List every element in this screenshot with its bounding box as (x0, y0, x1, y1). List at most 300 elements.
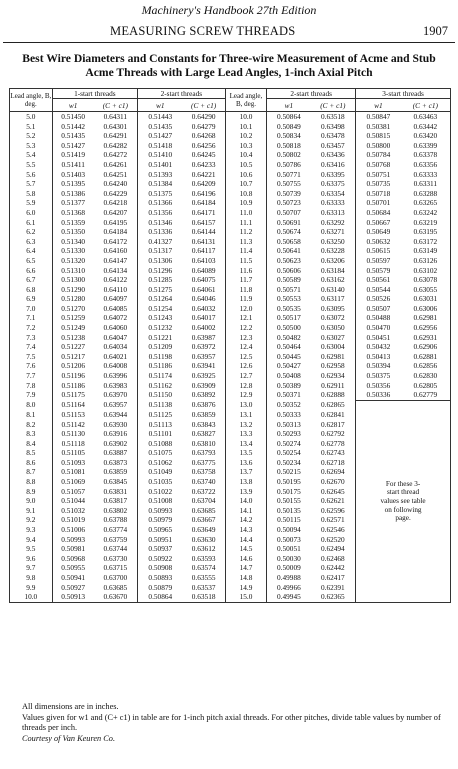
start2-w1-cell: 0.50482 (267, 333, 311, 343)
start2-c-cell: 0.63457 (320, 140, 345, 150)
start2-c-cell: 0.63271 (320, 227, 345, 237)
start2-w1-cell: 0.50802 (267, 150, 311, 160)
start3-c-cell: 0.63311 (413, 179, 438, 189)
start3-c-cell: 0.63055 (413, 284, 438, 294)
start1-w1-cell: 0.50913 (52, 592, 93, 602)
start1-w1-cell: 0.51403 (52, 170, 93, 180)
start3-c-cell: 0.63265 (413, 198, 438, 208)
lead-angle-cell: 7.8 (26, 380, 36, 390)
start2-w1-cell: 0.51285 (138, 275, 183, 285)
start1-w1-cell: 0.51368 (52, 208, 93, 218)
lead-angle-cell: 9.5 (26, 544, 36, 554)
start2-c-cell: 0.64184 (191, 198, 216, 208)
start2-c-cell: 0.63892 (191, 390, 216, 400)
start2-header: 2-start threads (138, 89, 226, 99)
start2-w1-cell: 0.50293 (267, 429, 311, 439)
start3-w1-cell: 0.50751 (356, 170, 401, 180)
start3-w1-cell: 0.50701 (356, 198, 401, 208)
start2-c-cell: 0.63354 (320, 188, 345, 198)
lead-angle-cell: 8.1 (26, 409, 36, 419)
start3-w1-cell: 0.50356 (356, 381, 401, 391)
start2-c-cell: 0.63941 (191, 361, 216, 371)
start1-c-cell: 0.63831 (103, 486, 128, 496)
table-row (10, 266, 451, 276)
lead-angle-cell: 14.3 (225, 525, 266, 535)
start2-w1-cell: 0.51162 (138, 381, 183, 391)
lead-angle-cell: 10.8 (225, 189, 266, 199)
start2-w1-cell: 0.51035 (138, 477, 183, 487)
start1-w1-cell: 0.51419 (52, 150, 93, 160)
start3-w1-cell: 0.50451 (356, 333, 401, 343)
start1-w1-cell: 0.51238 (52, 333, 93, 343)
table-row (10, 275, 451, 285)
table-row (10, 361, 451, 371)
start1-c-cell: 0.63685 (103, 582, 128, 592)
start1-c-cell: 0.64311 (103, 112, 128, 121)
start1-w1-cell: 0.51057 (52, 487, 93, 497)
lead-angle-cell: 9.2 (26, 515, 36, 525)
start2-c-cell: 0.63292 (320, 217, 345, 227)
table-row (10, 141, 451, 151)
start2-w1-cell: 0.51356 (138, 208, 183, 218)
start2-w1-cell: 0.50254 (267, 448, 311, 458)
start2-c-cell: 0.63722 (191, 486, 216, 496)
start1-w1-cell: 0.51411 (52, 160, 93, 170)
table-row (10, 333, 451, 343)
start1-c-cell: 0.63715 (103, 563, 128, 573)
lead-angle-cell: 11.8 (225, 285, 266, 295)
start2-c-cell: 0.63957 (191, 351, 216, 361)
start2-w1-cell: 0.51113 (138, 420, 183, 430)
table-row (10, 160, 451, 170)
table-row (10, 122, 451, 132)
start1-w1-cell: 0.51249 (52, 323, 93, 333)
start2-w1-cell: 0.50937 (138, 544, 183, 554)
courtesy-note: Courtesy of Van Keuren Co. (22, 733, 116, 743)
start2-c-cell: 0.63375 (320, 179, 345, 189)
start2-c-cell: 0.64144 (191, 227, 216, 237)
start3-c-cell: 0.62906 (413, 342, 438, 352)
lead-angle-cell: 15.0 (225, 592, 266, 602)
lead-angle-cell: 6.2 (26, 227, 36, 237)
start2-w1-cell: 0.51209 (138, 342, 183, 352)
lead-angle-cell: 12.8 (225, 381, 266, 391)
start2-w1-cell: 0.51443 (138, 112, 183, 122)
start2-c-cell: 0.63630 (191, 534, 216, 544)
start1-c-cell: 0.63983 (103, 380, 128, 390)
start1-c-cell: 0.64060 (103, 323, 128, 333)
start1-c-cell: 0.64085 (103, 303, 128, 313)
lead-angle-cell: 6.1 (26, 217, 36, 227)
start2-w1-cell: 0.51243 (138, 313, 183, 323)
lead-angle-cell: 10.6 (225, 170, 266, 180)
start2-w1-cell: 0.51186 (138, 361, 183, 371)
start2-w1-cell: 0.50864 (267, 112, 311, 122)
start2-c-cell: 0.63436 (320, 150, 345, 160)
start2-w1-cell: 0.50674 (267, 227, 311, 237)
start2-c-cell: 0.63775 (191, 457, 216, 467)
table-title-line-1: Best Wire Diameters and Constants for Three-wire Measurement of Acme and Stub (22, 52, 436, 65)
start1-c-cell: 0.64261 (103, 159, 128, 169)
start1-w1-cell: 0.51196 (52, 371, 93, 381)
table-row (10, 189, 451, 199)
start2-w1-cell: 0.51317 (138, 246, 183, 256)
note-text: For these 3-start thread values see table on following page. (380, 479, 426, 523)
footnote-units: All dimensions are in inches. (22, 702, 119, 711)
start1-w1-cell: 0.51130 (52, 429, 93, 439)
start2-w1-cell: 0.51075 (138, 448, 183, 458)
start3-w1-cell: 0.50768 (356, 160, 401, 170)
start2-c-cell: 0.62520 (320, 534, 345, 544)
start2-c-cell: 0.63184 (320, 265, 345, 275)
start2-w1-cell: 0.50115 (267, 515, 311, 525)
start1-c-cell: 0.64172 (103, 236, 128, 246)
start2-w1-cell: 0.50658 (267, 237, 311, 247)
lead-angle-cell: 12.7 (225, 371, 266, 381)
start1-c-cell: 0.63700 (103, 573, 128, 582)
page-number: 1907 (423, 24, 448, 38)
section-title: MEASURING SCREW THREADS (110, 24, 296, 38)
start3-w1-cell: 0.50561 (356, 275, 401, 285)
start2-w1-cell: 0.51418 (138, 141, 183, 151)
start3-w1-cell: 0.50684 (356, 208, 401, 218)
start2-w1-cell: 0.50445 (267, 352, 311, 362)
start2-c-cell: 0.63972 (191, 342, 216, 352)
lead-angle-cell: 8.9 (26, 486, 36, 496)
lead-angle-cell: 5.9 (26, 198, 36, 208)
start2-c-cell: 0.63555 (191, 573, 216, 582)
start2-w1-cell: 0.50893 (138, 573, 183, 583)
lead-angle-cell: 10.2 (225, 131, 266, 141)
w1-header: w1 (52, 99, 93, 112)
start2-c-cell: 0.63843 (191, 419, 216, 429)
start2-w1-cell: 0.50464 (267, 342, 311, 352)
start2-w1-cell: 0.50517 (267, 313, 311, 323)
start1-c-cell: 0.63887 (103, 448, 128, 458)
start2-c-cell: 0.64017 (191, 313, 216, 323)
lead-angle-cell: 13.7 (225, 467, 266, 477)
start2-c-cell: 0.62365 (320, 592, 345, 602)
start2-w1-cell: 0.51125 (138, 410, 183, 420)
start2-c-cell: 0.63050 (320, 323, 345, 333)
lead-angle-cell: 6.6 (26, 265, 36, 275)
start1-c-cell: 0.63916 (103, 429, 128, 439)
lead-angle-cell: 11.0 (225, 208, 266, 218)
start2-c-cell: 0.63117 (321, 294, 345, 304)
start1-w1-cell: 0.51006 (52, 525, 93, 535)
start3-c-cell: 0.63442 (413, 121, 438, 131)
lead-angle-cell: 6.7 (26, 275, 36, 285)
start2-w1-cell: 0.51198 (138, 352, 183, 362)
start2-c-cell: 0.63827 (191, 429, 216, 439)
start2-c-cell: 0.63793 (191, 448, 216, 458)
start3-c-cell: 0.63420 (413, 131, 438, 141)
start3-w1-cell: 0.50718 (356, 189, 401, 199)
start2-w1-cell: 0.50535 (267, 304, 311, 314)
start2-w1-cell: 0.50641 (267, 246, 311, 256)
start2-w1-cell: 0.51427 (138, 131, 183, 141)
footnotes (22, 702, 452, 744)
start3-w1-cell: 0.50735 (356, 179, 401, 189)
table-title (6, 52, 452, 80)
lead-angle-cell: 5.0 (26, 112, 36, 121)
start1-c-cell: 0.64134 (103, 265, 128, 275)
start2-w1-cell: 0.51174 (138, 371, 183, 381)
lead-angle-cell: 7.2 (26, 323, 36, 333)
start1-c-cell: 0.64282 (103, 140, 128, 150)
start2-c-cell: 0.62417 (320, 573, 345, 582)
lead-angle-cell: 12.0 (225, 304, 266, 314)
start1-w1-cell: 0.51142 (52, 420, 93, 430)
start2-w1-cell: 0.50993 (138, 506, 183, 516)
start2-w1-cell: 0.50427 (267, 361, 311, 371)
start2-c-cell: 0.63333 (320, 198, 345, 208)
table-row (10, 150, 451, 160)
start2-c-cell: 0.62546 (320, 525, 345, 535)
start2-w1-cell: 0.51393 (138, 170, 183, 180)
start2-c-cell: 0.62792 (320, 429, 345, 439)
lead-angle-cell: 6.0 (26, 207, 36, 217)
start2-c-cell: 0.63498 (320, 121, 345, 131)
lead-angle-cell: 5.3 (26, 140, 36, 150)
start2-w1-cell: 0.50908 (138, 563, 183, 573)
start1-c-cell: 0.63802 (103, 505, 128, 515)
start2-w1-cell: 0.51401 (138, 160, 183, 170)
table-row (10, 285, 451, 295)
start3-c-cell: 0.63031 (413, 294, 438, 304)
start2-w1-cell: 0.50571 (267, 285, 311, 295)
start2-c-cell: 0.64196 (191, 188, 216, 198)
start1-w1-cell: 0.51227 (52, 342, 93, 352)
start2-w1-cell: 0.51150 (138, 390, 183, 400)
start2-c-cell: 0.64032 (191, 303, 216, 313)
start1-c-cell: 0.63873 (103, 457, 128, 467)
start2-c-cell: 0.63395 (320, 169, 345, 179)
start2-c-cell: 0.64268 (191, 131, 216, 141)
start2-c-cell: 0.64131 (191, 236, 216, 246)
start2-c-cell: 0.62391 (320, 582, 345, 592)
table-row (10, 304, 451, 314)
lead-angle-cell: 13.4 (225, 439, 266, 449)
start2-c-cell: 0.63478 (320, 131, 345, 141)
start2-c-cell: 0.63095 (320, 303, 345, 313)
start1-w1-cell: 0.51175 (52, 390, 93, 400)
start1-w1-cell: 0.51359 (52, 218, 93, 228)
start1-w1-cell: 0.51320 (52, 256, 93, 266)
lead-angle-cell: 7.6 (26, 361, 36, 371)
start1-c-cell: 0.63845 (103, 477, 128, 487)
table-row (10, 198, 451, 208)
lead-angle-cell: 14.5 (225, 544, 266, 554)
lead-angle-cell: 10.0 (225, 112, 266, 122)
start3-w1-cell: 0.50526 (356, 294, 401, 304)
start1-w1-cell: 0.51164 (52, 400, 93, 410)
start3-w1-cell: 0.50488 (356, 313, 401, 323)
lead-angle-cell: 14.7 (225, 563, 266, 573)
start2-c-cell: 0.63518 (191, 592, 216, 602)
start2-w1-cell: 0.50352 (267, 400, 311, 410)
table-title-line-2: Acme Threads with Large Lead Angles, 1-inch Axial Pitch (85, 66, 373, 79)
start3-c-cell: 0.63195 (413, 227, 438, 237)
start2-c-cell: 0.64209 (191, 179, 216, 189)
lead-angle-header: Lead angle, B, deg. (10, 89, 53, 112)
start1-w1-cell: 0.51280 (52, 294, 93, 304)
start1-c-cell: 0.64184 (103, 227, 128, 237)
lead-angle-cell: 8.0 (26, 400, 36, 410)
start2-c-cell: 0.63925 (191, 371, 216, 381)
start2-c-cell: 0.63909 (191, 380, 216, 390)
start1-c-cell: 0.64147 (103, 255, 128, 265)
lead-angle-cell: 12.1 (225, 313, 266, 323)
start2-w1-cell: 0.50786 (267, 160, 311, 170)
start3-w1-cell: 0.50667 (356, 218, 401, 228)
lead-angle-cell: 8.2 (26, 419, 36, 429)
start2-w1-cell: 0.50849 (267, 122, 311, 132)
start2-c-cell: 0.62865 (320, 400, 345, 410)
lead-angle-cell: 11.3 (225, 237, 266, 247)
lead-angle-cell: 10.1 (225, 122, 266, 132)
start2-c-cell: 0.63162 (320, 275, 345, 285)
start1-w1-cell: 0.51019 (52, 515, 93, 525)
lead-angle-cell: 8.7 (26, 467, 36, 477)
lead-angle-cell: 11.1 (225, 218, 266, 228)
start2-c-cell: 0.63593 (191, 553, 216, 563)
lead-angle-cell: 12.4 (225, 342, 266, 352)
start2-w1-cell: 0.50500 (267, 323, 311, 333)
start2-w1-cell: 0.50589 (267, 275, 311, 285)
start2-w1-cell: 0.51336 (138, 227, 183, 237)
start1-w1-cell: 0.51217 (52, 352, 93, 362)
lead-angle-cell: 8.3 (26, 429, 36, 439)
start1-c-cell: 0.63859 (103, 467, 128, 477)
start1-c-cell: 0.63944 (103, 409, 128, 419)
lead-angle-cell: 12.2 (225, 323, 266, 333)
lead-angle-cell: 13.5 (225, 448, 266, 458)
start3-c-cell: 0.62856 (413, 361, 438, 371)
lead-angle-cell: 10.7 (225, 179, 266, 189)
start1-w1-cell: 0.51310 (52, 266, 93, 276)
start1-w1-cell: 0.50968 (52, 554, 93, 564)
start1-w1-cell: 0.51330 (52, 246, 93, 256)
lead-angle-cell: 13.2 (225, 420, 266, 430)
start2-c-cell: 0.64046 (191, 294, 216, 304)
lead-angle-cell: 5.8 (26, 188, 36, 198)
lead-angle-cell: 6.8 (26, 284, 36, 294)
start1-w1-cell: 0.51427 (52, 141, 93, 151)
start2-c-cell: 0.63518 (320, 112, 345, 121)
lead-angle-cell: 13.8 (225, 477, 266, 487)
lead-angle-cell: 9.8 (26, 573, 36, 582)
start3-w1-cell: 0.50413 (356, 352, 401, 362)
start3-c-cell: 0.62779 (413, 390, 438, 400)
lead-angle-cell: 6.9 (26, 294, 36, 304)
start2-w1-cell: 0.51101 (138, 429, 183, 439)
start2-c-cell: 0.63140 (320, 284, 345, 294)
start2-c-cell: 0.63859 (191, 409, 216, 419)
start3-c-cell: 0.63006 (413, 303, 438, 313)
start2-c-cell: 0.63004 (320, 342, 345, 352)
lead-angle-cell: 11.2 (225, 227, 266, 237)
start1-w1-cell: 0.51153 (52, 410, 93, 420)
start2-c-cell: 0.63574 (191, 563, 216, 573)
start1-w1-cell: 0.50927 (52, 583, 93, 593)
start2-c-cell: 0.63250 (320, 236, 345, 246)
lead-angle-cell: 9.3 (26, 525, 36, 535)
start2-c-cell: 0.63072 (320, 313, 345, 323)
start2-w1-cell: 0.51221 (138, 333, 183, 343)
lead-angle-cell: 7.0 (26, 303, 36, 313)
start3-c-cell: 0.62956 (413, 323, 438, 333)
start2-c-cell: 0.64290 (191, 112, 216, 121)
table-row (10, 227, 451, 237)
start1-c-cell: 0.64097 (103, 294, 128, 304)
start1-w1-cell: 0.51186 (52, 381, 93, 391)
start3-c-cell: 0.63242 (413, 207, 438, 217)
lead-angle-cell: 5.4 (26, 150, 36, 160)
book-title: Machinery's Handbook 27th Edition (141, 3, 317, 17)
start2-w1-cell: 0.50215 (267, 467, 311, 477)
lead-angle-cell: 14.6 (225, 554, 266, 564)
lead-angle-cell: 14.8 (225, 573, 266, 583)
lead-angle-cell: 10.3 (225, 141, 266, 151)
lead-angle-cell: 8.4 (26, 438, 36, 448)
start2-w1-cell: 0.50175 (267, 487, 311, 497)
start2-c-cell: 0.63987 (191, 332, 216, 342)
start2-w1-cell: 0.51254 (138, 304, 183, 314)
start2-c-cell: 0.64103 (191, 255, 216, 265)
start1-c-cell: 0.64272 (103, 150, 128, 160)
start2-w1-cell: 0.50864 (138, 592, 183, 602)
start2-c-cell: 0.63649 (191, 525, 216, 535)
start2-c-cell: 0.62694 (320, 467, 345, 477)
start3-w1-cell: 0.50649 (356, 227, 401, 237)
start1-w1-cell: 0.51395 (52, 179, 93, 189)
lead-angle-cell: 7.7 (26, 371, 36, 381)
start2-c-cell: 0.64075 (191, 275, 216, 285)
lead-angle-cell: 9.1 (26, 505, 36, 515)
start2-c-cell: 0.62817 (320, 419, 345, 429)
start2-w1-cell: 0.50234 (267, 458, 311, 468)
start1-c-cell: 0.64229 (103, 188, 128, 198)
c-header: (C + c1) (311, 99, 356, 112)
start2-w1-cell: 0.51232 (138, 323, 183, 333)
lead-angle-cell: 7.1 (26, 313, 36, 323)
start1-c-cell: 0.64072 (103, 313, 128, 323)
lead-angle-cell: 5.7 (26, 179, 36, 189)
table-row (10, 170, 451, 180)
start1-c-cell: 0.64218 (103, 198, 128, 208)
lead-angle-cell: 5.1 (26, 121, 36, 131)
start1-header: 1-start threads (52, 89, 137, 99)
start2-c-cell: 0.64245 (191, 150, 216, 160)
start3-c-cell: 0.63333 (413, 169, 438, 179)
start1-c-cell: 0.63902 (103, 438, 128, 448)
start3-header: 3-start threads (356, 89, 451, 99)
start2-c-cell: 0.63704 (191, 496, 216, 506)
start3-w1-cell: 0.50470 (356, 323, 401, 333)
start2-w1-cell: 0.50965 (138, 525, 183, 535)
w1-header: w1 (267, 99, 311, 112)
start2-w1-cell: 0.51296 (138, 266, 183, 276)
lead-angle-cell: 7.3 (26, 332, 36, 342)
start2-w1-cell: 0.51366 (138, 198, 183, 208)
start2-c-cell: 0.62645 (320, 486, 345, 496)
footnote-pitch: Values given for w1 and (C+ c1) in table are for 1-inch pitch axial threads. For other pitches, divide table values by number of threads per inch. (22, 712, 441, 732)
lead-angle-cell: 14.4 (225, 535, 266, 545)
start1-w1-cell: 0.50941 (52, 573, 93, 583)
start2-c-cell: 0.63313 (320, 207, 345, 217)
start1-c-cell: 0.64034 (103, 342, 128, 352)
